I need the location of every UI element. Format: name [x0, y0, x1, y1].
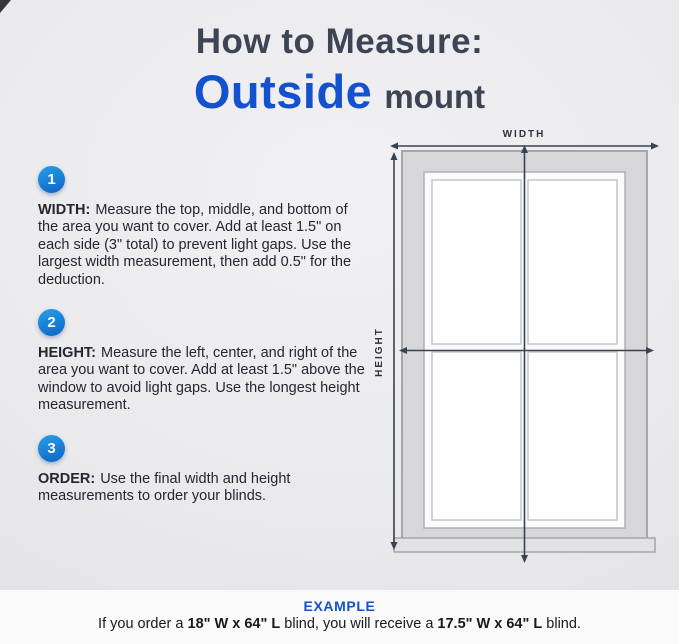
- example-heading: EXAMPLE: [303, 598, 376, 614]
- title-block: [0, 22, 679, 119]
- example-prefix: If you order a: [98, 616, 188, 632]
- page-title: How to Measure:: [195, 22, 484, 61]
- example-ordered-size: 18" W x 64" L: [187, 616, 281, 632]
- window-diagram-svg: [372, 126, 674, 578]
- step-label: WIDTH:: [38, 202, 91, 218]
- example-received-size: 17.5" W x 64" L: [437, 616, 543, 632]
- step-number-badge: 2: [38, 309, 65, 336]
- step-text: Measure the left, center, and right of the area you want to cover. Add at least 1.5" above the window to avoid light gaps. Use the longest height measurement.: [38, 344, 365, 414]
- step-width: [38, 166, 370, 289]
- step-height: [38, 309, 370, 415]
- example-middle: blind, you will receive a: [280, 616, 438, 632]
- height-label: HEIGHT: [374, 327, 385, 377]
- step-paragraph: [38, 345, 370, 415]
- subtitle-rest: mount: [384, 78, 486, 115]
- step-text: Measure the top, middle, and bottom of the area you want to cover. Add at least 1.5" on each side (3" total) to prevent light gaps. Use the largest width measurement, then add 0.5" for the deduction.: [38, 202, 352, 288]
- corner-artifact: [0, 0, 11, 13]
- step-number-badge: 1: [38, 166, 65, 193]
- page-subtitle: [0, 64, 679, 119]
- example-text: [0, 616, 679, 632]
- step-paragraph: [38, 471, 370, 506]
- step-order: [38, 435, 370, 506]
- steps-list: [38, 166, 370, 525]
- height-arrow: [391, 152, 398, 550]
- step-paragraph: [38, 202, 370, 289]
- subtitle-accent: Outside: [193, 65, 373, 118]
- step-label: ORDER:: [38, 470, 96, 487]
- step-text: Use the final width and height measurements to order your blinds.: [38, 470, 291, 504]
- window-diagram: [372, 126, 674, 583]
- example-suffix: blind.: [542, 616, 581, 632]
- step-number-badge: 3: [38, 435, 65, 462]
- step-label: HEIGHT:: [38, 344, 96, 361]
- width-label: WIDTH: [502, 129, 546, 140]
- example-section: [0, 590, 679, 644]
